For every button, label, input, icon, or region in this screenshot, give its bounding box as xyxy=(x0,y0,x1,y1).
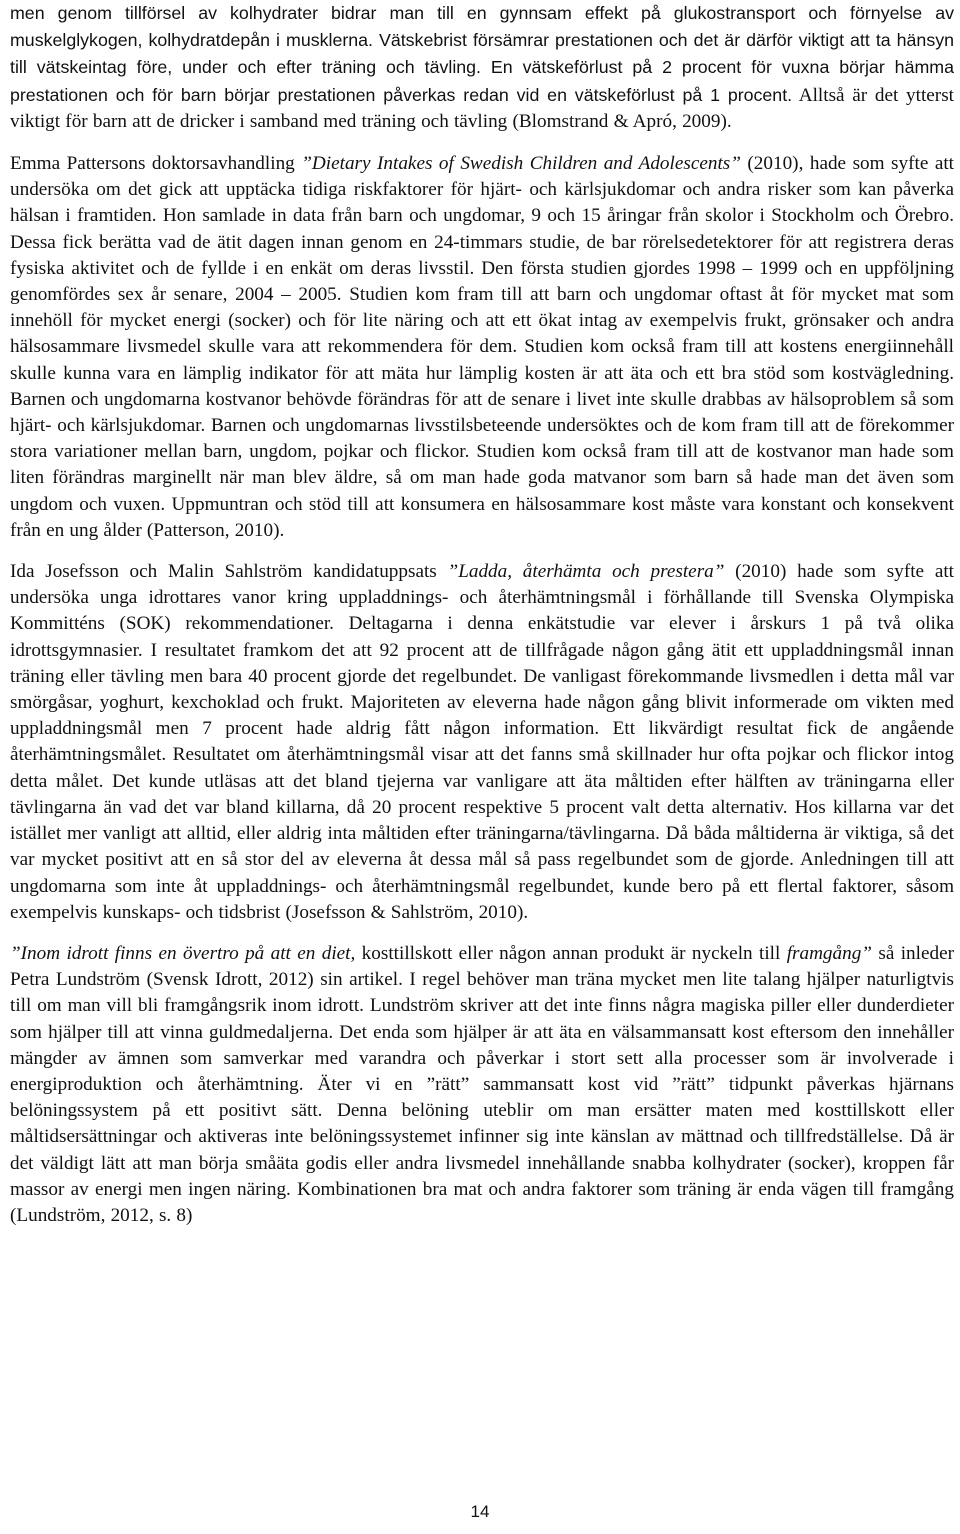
thesis-title-dietary-intakes: ”Dietary Intakes of Swedish Children and Adolescents” xyxy=(301,153,741,175)
paragraph-2-segment-1: Emma Pattersons doktorsavhandling xyxy=(10,153,302,175)
thesis-title-ladda: ”Ladda, återhämta och prestera” xyxy=(447,561,725,583)
paragraph-1-segment-1: men genom tillförsel av kolhydrater bidrar man till en gynnsam effekt på glukostransport och förnyelse av muskelglykogen, kolhydratdepån i musklerna. Vätskebrist försämrar prestationen och det är därför viktigt att ta hänsyn till vätskeintag före, under och efter träning och tävling. xyxy=(10,3,954,78)
paragraph-4-segment-4: så inleder Petra Lundström (Svensk Idrott, 2012) sin artikel. I regel behöver man träna mycket men lite talang hjälper naturligtvis till om man vill bli framgångsrik inom idrott. Lundström skriver att det inte finns några magiska piller eller dunderdieter som hjälper till att vinna guldmedaljerna. Det enda som hjälper är att äta en välsammansatt kost eftersom den innehåller mängder av ämnen som samverkar med varandra och påverkar i stort sett alla processer som är involverade i energiproduktion och återhämtning. Äter vi en ”rätt” sammansatt kost vid ”rätt” tidpunkt påverkas hjärnans belöningssystem på ett positivt sätt. Denna belöning uteblir om man ersätter maten med kosttillskott eller måltidsersättningar och aktiveras inte belöningssystemet infinner sig inte känslan av mättnad och tillfredställelse. Då är det väldigt lätt att man börja småäta godis eller andra livsmedel innehållande snabba kolhydrater (socker), kroppen får massor av energi men ingen näring. Kombinationen bra mat och andra faktorer som träning är enda vägen till framgång (Lundström, 2012, s. 8) xyxy=(10,942,954,1226)
paragraph-1-segment-3: Alltså är det ytterst viktigt för barn att de dricker i samband med träning och tävling (Blomstrand & Apró, 2009). xyxy=(10,84,954,132)
paragraph-4-segment-2: kosttillskott eller någon annan produkt är nyckeln till xyxy=(361,942,787,964)
document-body xyxy=(10,0,954,1229)
quote-part-2: framgång” xyxy=(786,942,872,964)
paragraph-1 xyxy=(10,0,954,135)
paragraph-2-segment-3: (2010), hade som syfte att undersöka om det gick att upptäcka tidiga riskfaktorer för hjärt- och kärlsjukdomar och andra risker som kan påverka hälsan i framtiden. Hon samlade in data från barn och ungdomar, 9 och 15 åringar från skolor i Stockholm och Örebro. Dessa fick berätta vad de ätit dagen innan genom en 24-timmars studie, de bar rörelsedetektorer för att registrera deras fysiska aktivitet och de fyllde i en enkät om deras livsstil. Den första studien gjordes 1998 – 1999 och en uppföljning genomfördes sex år senare, 2004 – 2005. Studien kom fram till att barn och ungdomar oftast åt för mycket mat som innehöll för mycket energi (socker) och för lite näring och att ett ökat intag av exempelvis frukt, grönsaker och andra hälsosammare livsmedel skulle vara att rekommendera för dem. Studien kom också fram till att kostens energiinnehåll skulle kunna vara en lämplig indikator för att mäta hur lämplig kosten är att äta och ett bra stöd som kostvägledning. Barnen och ungdomarna kostvanor behövde förändras för att de senare i livet inte skulle drabbas av hälsoproblem så som hjärt- och kärlsjukdomar. Barnen och ungdomarnas livsstilsbeteende undersöktes och de kom fram till att de förekommer stora variationer mellan barn, ungdom, pojkar och flickor. Studien kom också fram till att de kostvanor man hade som liten förändras marginellt när man blev äldre, så om man hade goda matvanor som barn så hade man det även som ungdom och vuxen. Uppmuntran och stöd till att konsumera en hälsosammare kost måste vara konstant och konsekvent från en ung ålder (Patterson, 2010). xyxy=(10,153,954,541)
paragraph-3-segment-1: Ida Josefsson och Malin Sahlström kandidatuppsats xyxy=(10,561,448,583)
paragraph-2 xyxy=(10,151,954,544)
paragraph-4 xyxy=(10,941,954,1229)
paragraph-3-segment-3: (2010) hade som syfte att undersöka unga idrottares vanor kring uppladdnings- och återhämtningsmål i förhållande till Svenska Olympiska Kommitténs (SOK) rekommendationer. Deltagarna i denna enkätstudie var elever i årskurs 1 på två olika idrottsgymnasier. I resultatet framkom det att 92 procent att de tillfrågade någon gång ätit ett uppladdningsmål innan träning eller tävling men bara 40 procent gjorde det regelbundet. De vanligast förekommande livsmedlen i detta mål var smörgåsar, yoghurt, kexchoklad och frukt. Majoriteten av eleverna hade någon gång blivit informerade om vikten med uppladdningsmål men 7 procent hade aldrig fått någon information. Ett likvärdigt resultat fick de angående återhämtningsmålet. Resultatet om återhämtningsmål visar att det fanns små skillnader hur ofta pojkar och flickor intog detta målet. Det kunde utläsas att det bland tjejerna var vanligare att äta måltiden efter hälften av träningarna eller tävlingarna än vad det var bland killarna, då 20 procent respektive 5 procent valt detta alternativ. Hos killarna var det istället mer vanligt att alltid, eller aldrig inta måltiden efter träningarna/tävlingarna. Då båda måltiderna är viktiga, så det var mycket positivt att en så stor del av eleverna åt dessa mål så pass regelbundet som de gjorde. Anledningen till att ungdomarna som inte åt uppladdnings- och återhämtningsmål regelbundet, kunde bero på ett flertal faktorer, såsom exempelvis kunskaps- och tidsbrist (Josefsson & Sahlström, 2010). xyxy=(10,561,955,923)
paragraph-3 xyxy=(10,559,954,926)
page-number: 14 xyxy=(470,1502,490,1521)
quote-part-1: ”Inom idrott finns en övertro på att en diet, xyxy=(10,942,362,964)
paragraph-1-segment-2: En vätskeförlust på 2 procent för vuxna börjar hämma prestationen och för barn börjar prestationen påverkas redan vid en vätskeförlust på 1 procent. xyxy=(10,57,954,105)
